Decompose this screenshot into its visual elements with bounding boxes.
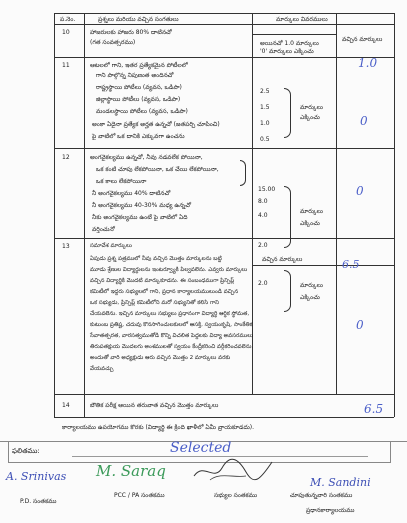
row11-marks-value: 2.5 [260, 88, 270, 95]
table-right-rule [394, 13, 395, 417]
total-awarded-mark: 6.5 [364, 402, 384, 416]
header-sno: ప.నెం. [60, 16, 76, 23]
pcc-signature-label: PCC / PA సంతకము [114, 492, 165, 499]
row13-question-line: మూడు శ్రేణుల విద్యార్థులను ఇంటర్వ్యూకి పిల్వవలెను. ఎవ్వరు మార్కులు [90, 267, 248, 273]
row13-question-line: అందుతో వారి అధ్యక్షుడు ఆరు వచ్చిన మొత్తం 2 మార్కులు వరకు [90, 355, 231, 361]
header-marks-detail: మార్కులు వివరములు [276, 16, 328, 23]
row11-marks-value: 1.0 [260, 120, 270, 127]
row12-question-line: నీ అంగవైకల్యము 40% దాటినచో [92, 190, 171, 197]
row11-marks-note: మార్కులు [300, 104, 323, 111]
row13-question-line: కమిటీలో ఇద్దరు సభ్యులలో గాని, ప్రధాన కార్యాలయములుండి వచ్చిన [90, 289, 239, 295]
row13-question-line: చేయవలెను. ఇచ్చిన మార్కులు సభ్యులు ప్రధానంగా విద్యార్థి ఆర్థిక స్థోమత, [90, 311, 250, 317]
row12-question-line: ఒక కాలు లేకపోయినా [96, 178, 147, 185]
row12-marks-value: 8.0 [258, 198, 268, 205]
row11-question-line: రాష్ట్రస్థాయి పోటీలు (వ్యవస, ఒడిపా) [96, 84, 182, 91]
row-no: 10 [62, 29, 70, 36]
chief-signature: M. Sandini [310, 476, 371, 489]
row13-marks-value: 2.0 [258, 280, 268, 287]
row13-marks-header: వచ్చిన మార్కులు [262, 256, 303, 263]
row11-question-line: పై వాటిలో ఒక దానికి ఎక్కువగా ఉంచను [92, 133, 185, 140]
row13-question-line: ఏపుడు ప్రశ్న పత్రములో నీవు వచ్చిన మొత్తం మార్కులను బట్టి [90, 256, 222, 262]
row-no: 14 [62, 402, 70, 409]
header-question: ప్రశ్నలు మరియు వచ్చిన సంగతులు [98, 16, 179, 23]
row-no: 12 [62, 154, 70, 161]
row12-marks-note: మార్కులు [300, 208, 323, 215]
row12-marks-value: 4.0 [258, 212, 268, 219]
row14-question-line: బౌతిక పరీక్ష ఆయిన తరువాత వచ్చిన మొత్తం మార్కులు [90, 402, 219, 409]
row12-brace [284, 186, 291, 248]
row13-question-line: వేయవచ్చు [90, 366, 114, 372]
row12-marks-value: 2.0 [258, 242, 268, 249]
row13-question-line: సమావేశ మార్కులు [90, 243, 132, 249]
chief-signature-label: ప్రధానకార్యాలయము [306, 507, 355, 514]
row12-question-line: వర్తించునో [92, 226, 115, 233]
row11-brace [284, 88, 291, 138]
row10-question-line: (గత సంవత్సరము) [90, 39, 136, 46]
row12-rule [54, 238, 394, 239]
row13-question-line: ఒక సభ్యుడు, ప్రిన్సిప్ల్ కమిటీలోని మరో సభ్యునితో కలిసి గాని [90, 300, 219, 306]
row11-question-line: జిల్లాస్థాయి పోటీలు (వ్యవస, ఒడిపా) [96, 96, 181, 103]
row11-question-line: మండలస్థాయి పోటీలు (వ్యవస, ఒడిపా) [96, 108, 188, 115]
row12-question-line: ఒక కంటి చూపు లేకపోయినా, ఒక చేయి లేకపోయినా, [96, 166, 219, 173]
row11-rule [54, 148, 394, 149]
row11-awarded-mark: 0 [360, 114, 368, 128]
col-no-rule [84, 13, 85, 417]
row12-marks-note: ఎక్కించు [300, 220, 320, 227]
row13-marks-rule [252, 265, 394, 266]
table-left-rule [54, 13, 55, 417]
row12-question-line: నీ అంగవైకల్యము 40-30% మధ్య ఉన్నచో [92, 202, 191, 209]
row10-rule [54, 57, 394, 58]
row13-brace [284, 270, 291, 312]
row11-question-line: అంకా ఏదైనా ప్రత్యేక అర్హత ఉన్నచో (జతపర్చి చూపించి) [92, 121, 220, 128]
pcc-signature: M. Saraq [96, 462, 166, 480]
row13-rule [54, 394, 394, 395]
row13-total-mark: 6.5 [342, 258, 360, 271]
result-box-left [8, 441, 9, 462]
table-header-rule [54, 24, 394, 25]
row11-question-line: ఆటలలో గాని, ఇతర ప్రత్యేకమైన పోటీలలో [90, 62, 188, 69]
table-bottom-rule [54, 417, 394, 418]
pd-signature: A. Srinivas [6, 470, 67, 483]
row12-question-line: నీకు అంగవైకల్యము ఉంటే పై వాటిలో ఏది [92, 214, 188, 221]
row13-marks-note: మార్కులు [300, 282, 323, 289]
member-signature-mark [190, 452, 280, 484]
row10-awarded-mark: 1.0 [358, 56, 378, 70]
col-awarded-rule [336, 13, 337, 394]
row13-marks-note: ఎక్కించు [300, 294, 320, 301]
row13-question-line: సేవాతత్పరత, వారసత్వముతోడి కొన్ని విచలిత పెద్దలకు విద్యా అవసరములు [90, 333, 254, 339]
pd-signature-label: P.D. సంతకము [20, 498, 57, 505]
row10-question-line: హాజరులకు హాజరు 80% దాటినచో [90, 29, 172, 36]
row10-marks-line: అయినచో 1.0 మార్కులు [260, 40, 319, 47]
row12-marks-value: 15.00 [258, 186, 276, 193]
chief-signature-prefix: చూపుతున్నవారి సంతకము [290, 492, 353, 499]
member-signature-label: సభ్యుల సంతకము [214, 492, 258, 499]
row11-marks-note: ఎక్కించు [300, 114, 320, 121]
row11-question-line: గాని పాల్గొన్న నిపుణుత అందినచో [96, 72, 174, 79]
row12-awarded-mark: 0 [356, 184, 364, 198]
row12-question-brace [240, 160, 246, 186]
row-no: 11 [62, 62, 70, 69]
row10-marks-line: '0' మార్కులు ఎక్కించు [260, 48, 314, 55]
result-box-right [390, 441, 391, 462]
table-top-rule [54, 13, 394, 14]
row10-split-rule [252, 34, 336, 35]
row11-marks-value: 0.5 [260, 136, 270, 143]
office-use-note: కార్యాలయము ఉపయోగము కొరకు (విద్యార్థి ఈ క్రింది ఖాళీలో ఏమీ వ్రాయకూడదు). [62, 424, 255, 431]
result-label: ఫలితము: [12, 447, 40, 455]
row12-question-line: అంగవైకల్యము ఉన్నచో, నీవు నడవలేక పోయినా, [90, 154, 203, 161]
row-no: 13 [62, 243, 70, 250]
row13-question-line: తిరుపతక్షుయ మొదలగు అంశములతో స్వయం కేంద్రీకరించి వర్గీకరించవలెను. [90, 344, 254, 350]
header-awarded: వచ్చిన మార్కులు [342, 36, 383, 43]
row13-question-line: వచ్చిన విద్యార్థికి మొదటి మార్కుకూడను. ఈ సంబంధముగా ప్రిన్సిప్ల్ [90, 278, 235, 284]
row11-marks-value: 1.5 [260, 104, 270, 111]
row13-question-line: కుటుంబ ప్రతిష్ట, చదువు కొనసాగించులకులలో ఆసక్తి, స్వయంకృషి, సాంకేతిక [90, 322, 253, 328]
row13-awarded-mark: 0 [356, 318, 364, 332]
result-value: Selected [170, 440, 232, 456]
